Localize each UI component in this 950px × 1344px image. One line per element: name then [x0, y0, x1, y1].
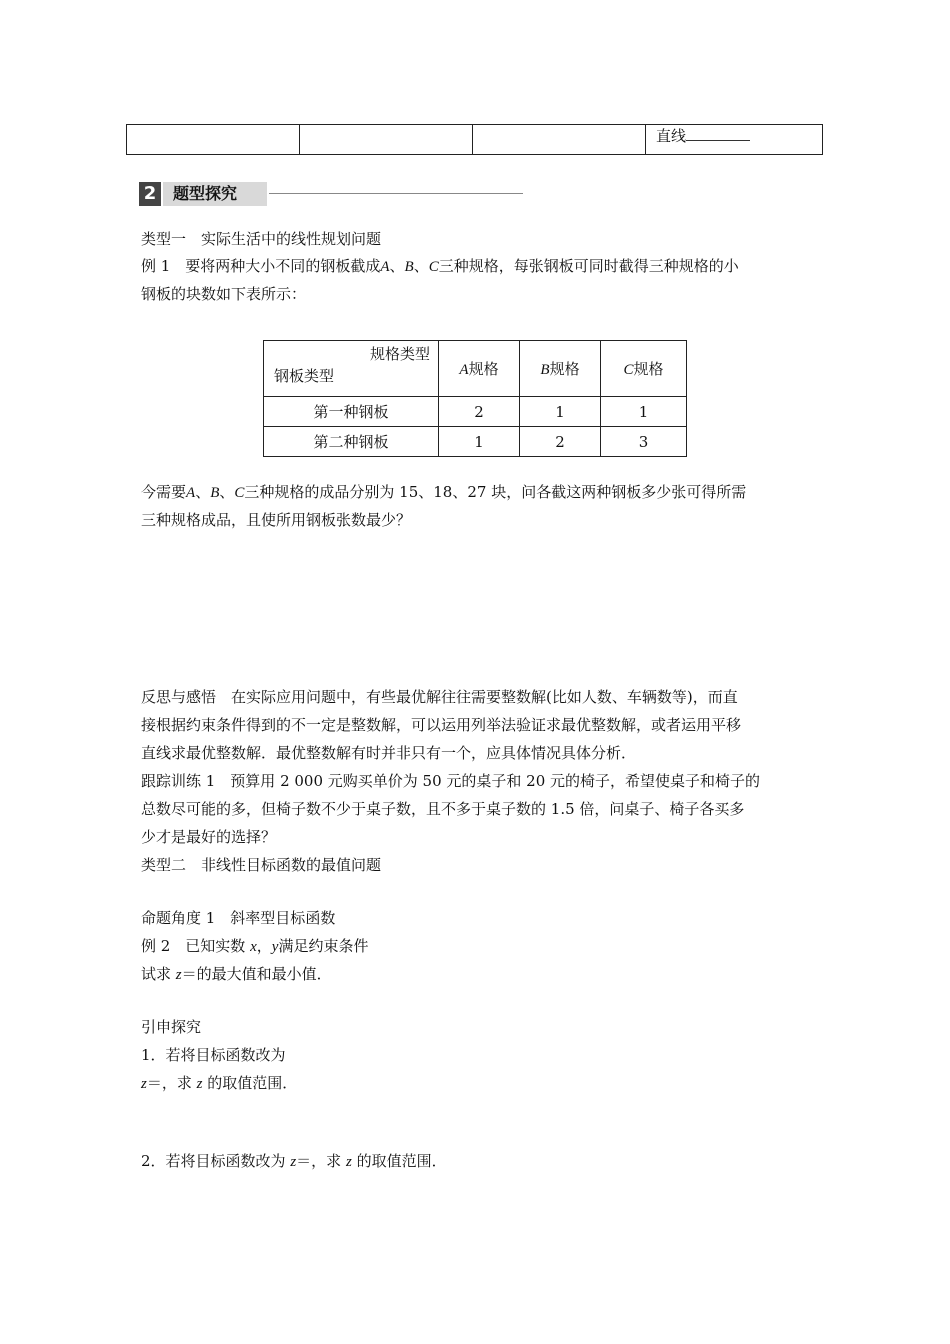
extension-item1-line2: z＝，求 z 的取值范围．: [141, 1074, 298, 1092]
header-column-type: 规格类型: [369, 345, 430, 363]
table-cell: 2: [520, 427, 601, 457]
table-cell: 3: [601, 427, 687, 457]
reflection-line3: 直线求最优整数解．最优整数解有时并非只有一个，应具体情况具体分析．: [141, 744, 637, 762]
table-cell: 2: [439, 397, 520, 427]
type1-heading: 类型一 实际生活中的线性规划问题: [141, 230, 382, 248]
example1-line1: 例 1 要将两种大小不同的钢板截成A、B、C三种规格，每张钢板可同时截得三种规格的小: [141, 257, 739, 275]
header-row-type: 钢板类型: [274, 367, 335, 385]
section-divider: [269, 193, 523, 194]
example2-line1: 例 2 已知实数 x，y满足约束条件: [141, 937, 369, 955]
section-number: 2: [139, 182, 161, 206]
table-cell: 1: [439, 427, 520, 457]
training1-line1: 跟踪训练 1 预算用 2 000 元购买单价为 50 元的桌子和 20 元的椅子，希望使桌子和椅子的: [141, 772, 761, 790]
angle1-heading: 命题角度 1 斜率型目标函数: [141, 909, 336, 927]
training1-line2: 总数尽可能的多，但椅子数不少于桌子数，且不多于桌子数的 1.5 倍，问桌子、椅子各买多: [141, 800, 745, 818]
column-header: A规格: [439, 341, 520, 397]
fill-blank: [686, 128, 750, 141]
extension-item2: 2．若将目标函数改为 z＝，求 z 的取值范围．: [141, 1152, 447, 1170]
section-header: [139, 182, 523, 206]
section-title: 题型探究: [163, 182, 267, 206]
column-header: C规格: [601, 341, 687, 397]
diagonal-header: [264, 341, 439, 397]
row-label: 第二种钢板: [264, 427, 439, 457]
reflection-line1: 反思与感悟 在实际应用问题中，有些最优解往往需要整数解(比如人数、车辆数等)，而直: [141, 688, 738, 706]
question1-line1: 今需要A、B、C三种规格的成品分别为 15、18、27 块，问各截这两种钢板多少张可得所需: [141, 483, 747, 501]
row-label: 第一种钢板: [264, 397, 439, 427]
top-table-label: 直线: [656, 127, 687, 145]
spec-table: [263, 340, 687, 457]
question1-line2: 三种规格成品，且使所用钢板张数最少？: [141, 511, 412, 529]
top-table-cell: [127, 125, 300, 155]
top-table-cell: [646, 125, 823, 155]
example2-line2: 试求 z＝的最大值和最小值．: [141, 965, 332, 983]
table-cell: 1: [601, 397, 687, 427]
reflection-line2: 接根据约束条件得到的不一定是整数解，可以运用列举法验证求最优整数解，或者运用平移: [141, 716, 742, 734]
table-row: [264, 397, 687, 427]
table-cell: 1: [520, 397, 601, 427]
top-table: [126, 124, 823, 155]
type2-heading: 类型二 非线性目标函数的最值问题: [141, 856, 382, 874]
top-table-cell: [473, 125, 646, 155]
example1-line2: 钢板的块数如下表所示：: [141, 285, 307, 303]
column-header: B规格: [520, 341, 601, 397]
extension-item1-line1: 1．若将目标函数改为: [141, 1046, 286, 1064]
table-row: [264, 427, 687, 457]
top-table-cell: [300, 125, 473, 155]
training1-line3: 少才是最好的选择？: [141, 828, 277, 846]
extension-heading: 引申探究: [141, 1018, 202, 1036]
